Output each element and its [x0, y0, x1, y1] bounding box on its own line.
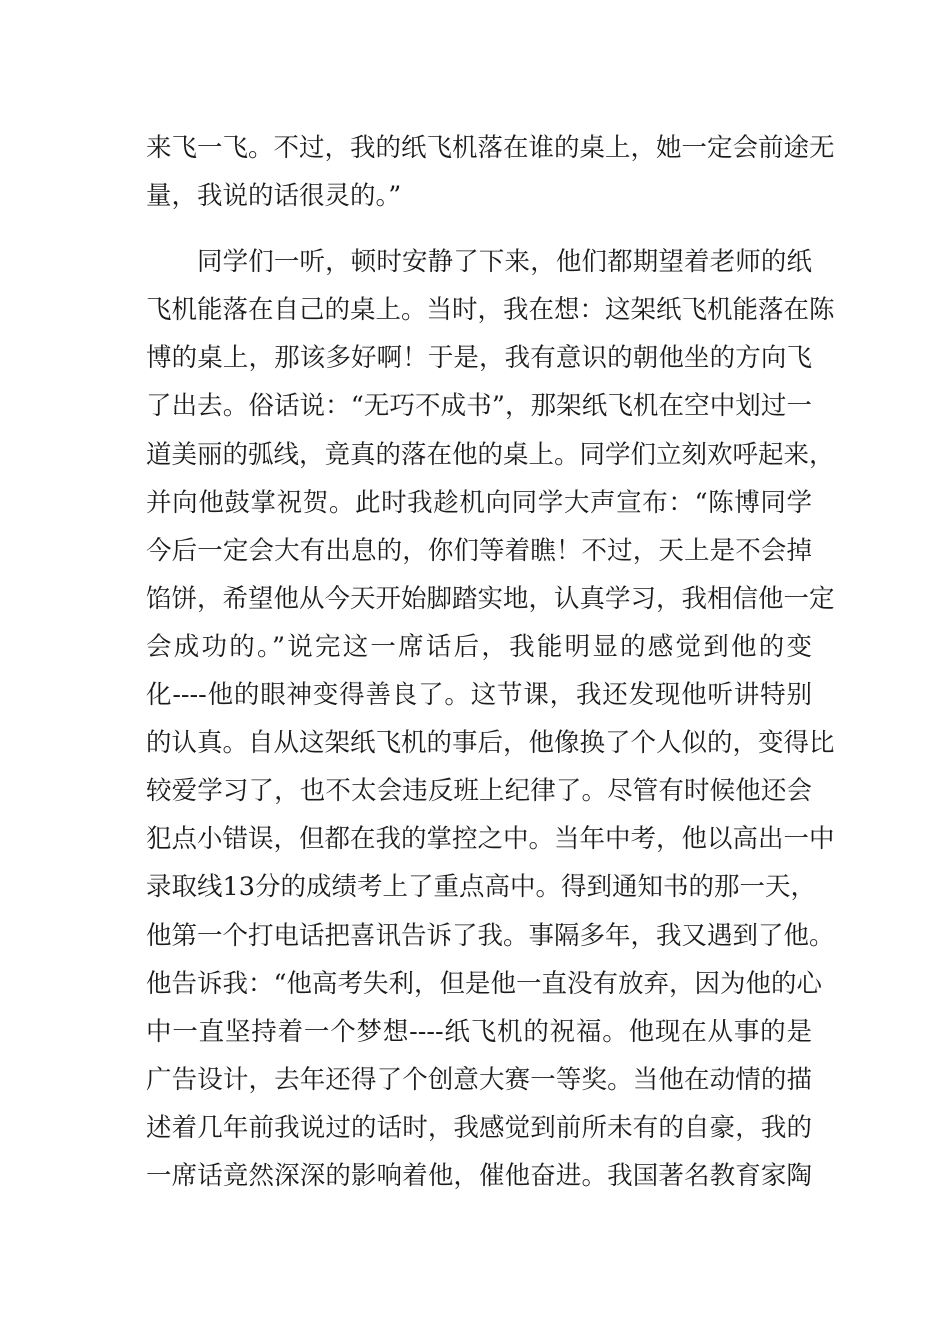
text-line: 会成功的。”说完这一席话后，我能明显的感觉到他的变 [146, 631, 812, 662]
text-line: 中一直坚持着一个梦想----纸飞机的祝福。他现在从事的是 [146, 1016, 812, 1047]
text-line: 并向他鼓掌祝贺。此时我趁机向同学大声宣布：“陈博同学 [146, 487, 812, 518]
text-line: 化----他的眼神变得善良了。这节课，我还发现他听讲特别 [146, 680, 812, 711]
text-line: 一席话竟然深深的影响着他，催他奋进。我国著名教育家陶 [146, 1160, 812, 1191]
paragraph-2 [146, 238, 835, 1200]
text-line: 同学们一听，顿时安静了下来，他们都期望着老师的纸 [197, 247, 812, 278]
text-line: 较爱学习了，也不太会违反班上纪律了。尽管有时候他还会 [146, 776, 812, 807]
text-line: 他告诉我：“他高考失利，但是他一直没有放弃，因为他的心 [146, 968, 823, 999]
text-line: 量，我说的话很灵的。” [146, 181, 402, 212]
text-line: 来飞一飞。不过，我的纸飞机落在谁的桌上，她一定会前途无 [146, 133, 835, 163]
text-line: 录取线13分的成绩考上了重点高中。得到通知书的那一天， [146, 872, 816, 903]
text-line: 飞机能落在自己的桌上。当时，我在想：这架纸飞机能落在陈 [146, 295, 835, 326]
text-line: 的认真。自从这架纸飞机的事后，他像换了个人似的，变得比 [146, 728, 835, 759]
text-line: 了出去。俗话说：“无巧不成书”，那架纸飞机在空中划过一 [146, 391, 812, 422]
text-line: 犯点小错误，但都在我的掌控之中。当年中考，他以高出一中 [146, 824, 835, 855]
text-line: 述着几年前我说过的话时，我感觉到前所未有的自豪，我的 [146, 1112, 812, 1143]
text-line: 广告设计，去年还得了个创意大赛一等奖。当他在动情的描 [146, 1064, 812, 1095]
text-line: 博的桌上，那该多好啊！于是，我有意识的朝他坐的方向飞 [146, 343, 812, 374]
paragraph-1 [146, 124, 835, 220]
text-line: 馅饼，希望他从今天开始脚踏实地，认真学习，我相信他一定 [146, 583, 835, 614]
text-line: 他第一个打电话把喜讯告诉了我。事隔多年，我又遇到了他。 [146, 920, 835, 951]
text-line: 今后一定会大有出息的，你们等着瞧！不过，天上是不会掉 [146, 535, 812, 566]
text-line: 道美丽的弧线，竟真的落在他的桌上。同学们立刻欢呼起来， [146, 439, 835, 470]
body-text [146, 124, 835, 1200]
